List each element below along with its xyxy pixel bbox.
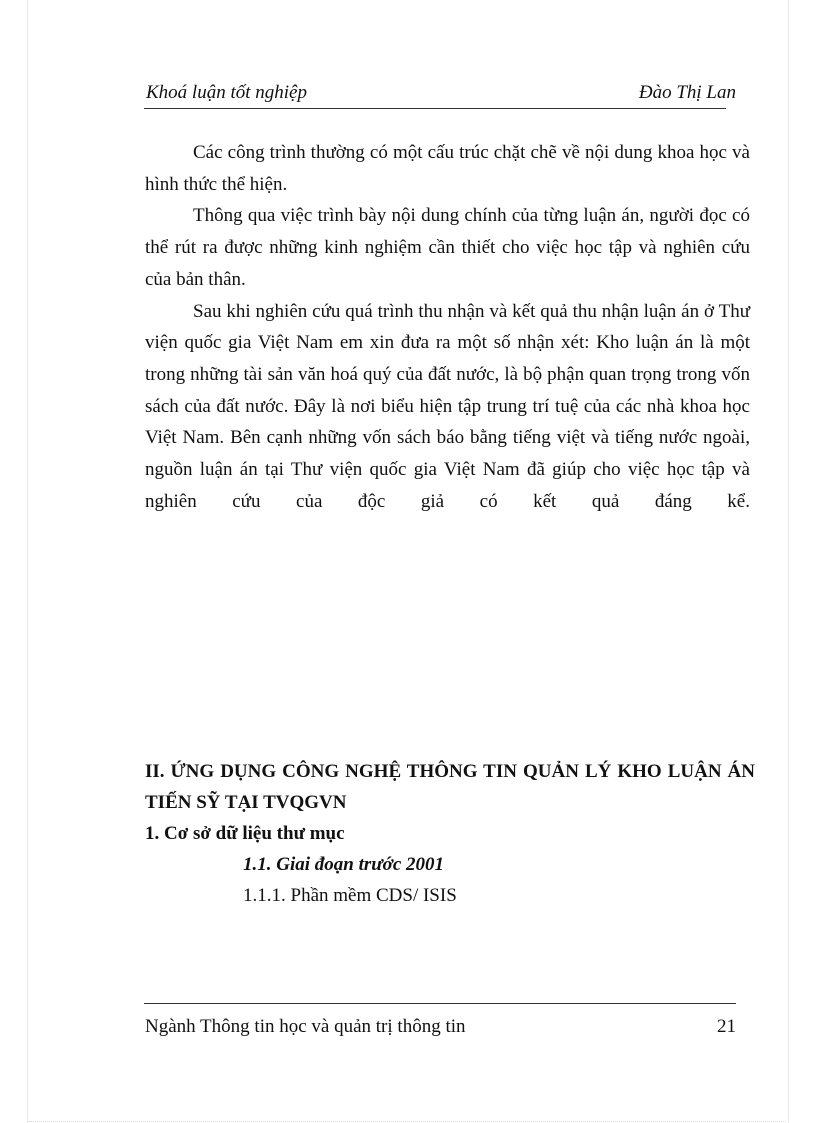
section-heading: II. ỨNG DỤNG CÔNG NGHỆ THÔNG TIN QUẢN LÝ KHO LUẬN ÁN TIẾN SỸ TẠI TVQGVN xyxy=(145,761,755,813)
footer-department: Ngành Thông tin học và quản trị thông tin xyxy=(145,1016,466,1037)
section-block xyxy=(145,756,755,911)
paragraph-2: Thông qua việc trình bày nội dung chính của từng luận án, người đọc có thể rút ra được những kinh nghiệm cần thiết cho việc học tập và nghiên cứu của bản thân. xyxy=(145,205,750,290)
header-thesis-label: Khoá luận tốt nghiệp xyxy=(146,82,307,103)
subsection-heading: 1. Cơ sở dữ liệu thư mục xyxy=(145,823,345,844)
body-text xyxy=(145,137,750,517)
paragraph-3: Sau khi nghiên cứu quá trình thu nhận và kết quả thu nhận luận án ở Thư viện quốc gia Việt Nam em xin đưa ra một số nhận xét: Kho luận án là một trong những tài sản văn hoá quý của đất nước, là bộ phận quan trọng trong vốn sách của đất nước. Đây là nơi biểu hiện tập trung trí tuệ của các nhà khoa học Việt Nam. Bên cạnh những vốn sách báo bằng tiếng việt và tiếng nước ngoài, nguồn luận án tại Thư viện quốc gia Việt Nam đã giúp cho việc học tập và nghiên cứu của độc giả có kết quả đáng kể. xyxy=(145,300,750,512)
header-rule xyxy=(144,108,726,109)
header-author-name: Đào Thị Lan xyxy=(638,82,736,103)
subsubsection-heading: 1.1. Giai đoạn trước 2001 xyxy=(243,854,445,875)
subsection-item: 1.1.1. Phần mềm CDS/ ISIS xyxy=(243,885,457,906)
paragraph-1: Các công trình thường có một cấu trúc chặt chẽ về nội dung khoa học và hình thức thể hiện. xyxy=(145,142,750,195)
footer-page-number: 21 xyxy=(717,1016,736,1037)
page-header xyxy=(146,82,736,110)
footer-rule xyxy=(144,1003,736,1004)
page-bottom-edge xyxy=(28,1121,786,1122)
